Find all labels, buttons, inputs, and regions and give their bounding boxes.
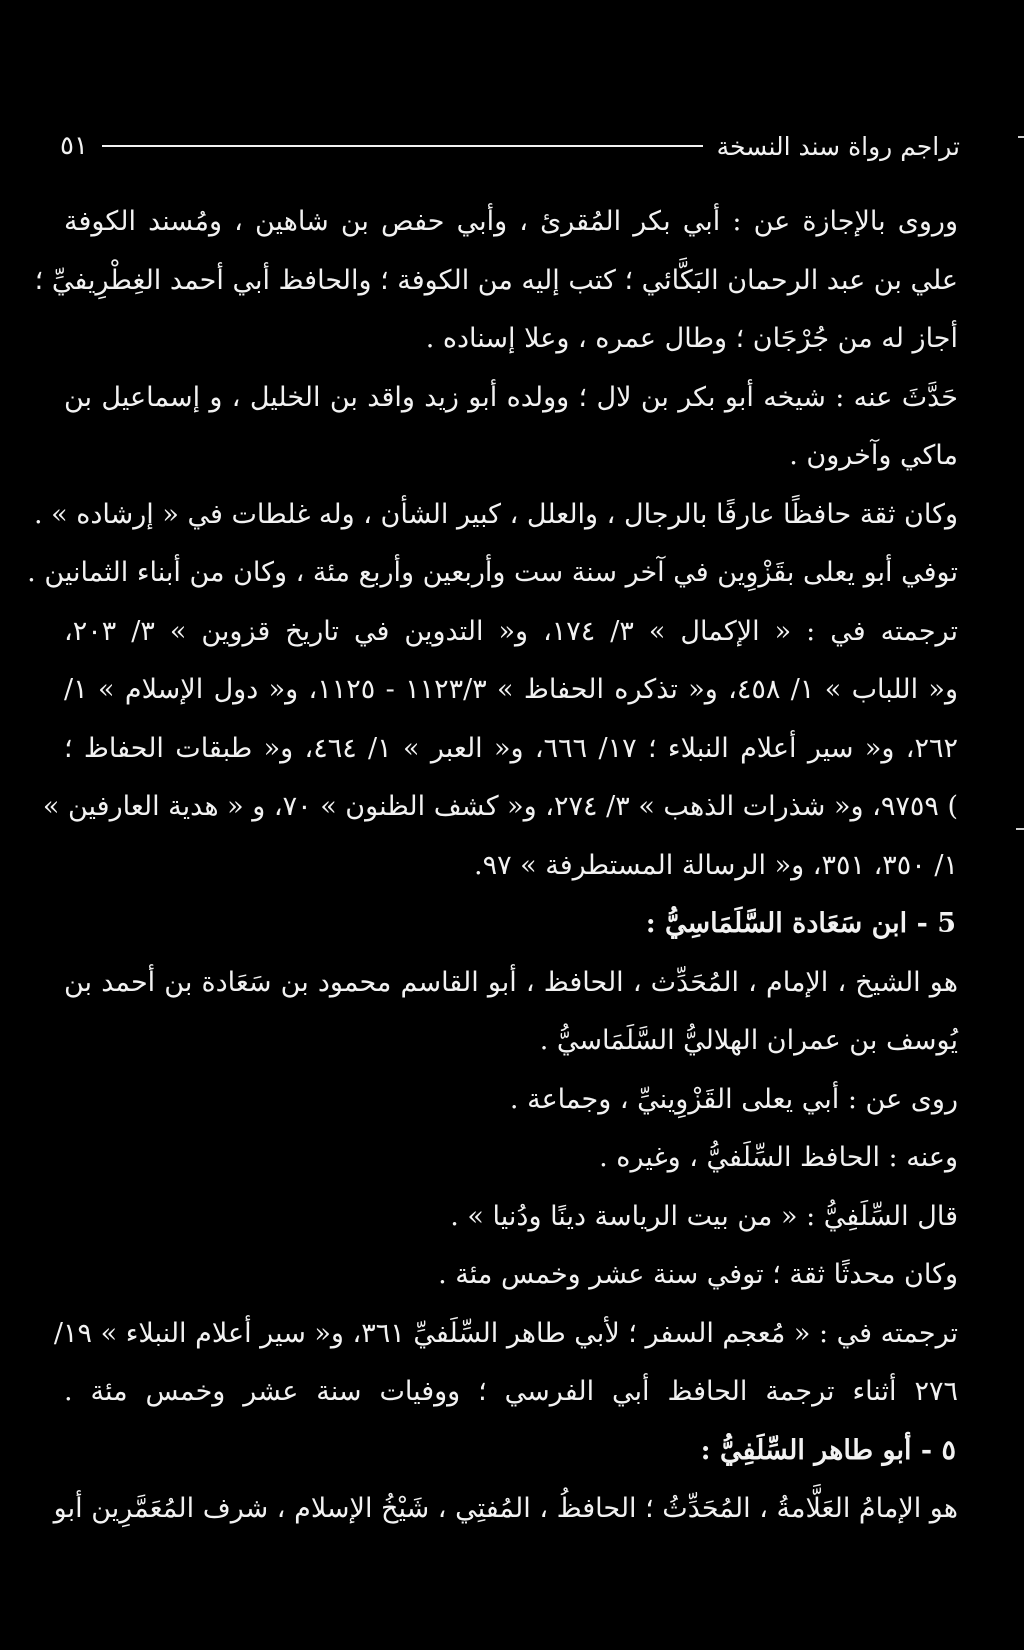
text-line: وعنه : الحافظ السِّلَفيُّ ، وغيره . <box>599 1142 958 1173</box>
text-line: ترجمته في : « الإكمال » ٣/ ١٧٤، و« التدوين في تاريخ قزوين » ٣/ ٢٠٣، <box>64 615 958 647</box>
text-line: هو الإمامُ العَلَّامةُ ، المُحَدِّثُ ؛ الحافظُ ، المُفتِي ، شَيْخُ الإسلام ، شرف المُعَمَّرِين أبو <box>53 1493 958 1524</box>
text-line: وكان محدثًا ثقة ؛ توفي سنة عشر وخمس مئة . <box>438 1259 958 1290</box>
edge-mark <box>1016 828 1024 830</box>
text-line: روى عن : أبي يعلى القَزْوِينيِّ ، وجماعة . <box>509 1083 958 1115</box>
text-line: وروى بالإجازة عن : أبي بكر المُقرئ ، وأبي حفص بن شاهين ، ومُسند الكوفة <box>64 206 958 237</box>
text-line: ٢٧٦ أثناء ترجمة الحافظ أبي الفرسي ؛ ووفيات سنة عشر وخمس مئة . <box>64 1376 958 1407</box>
text-line: ) ٩٧٥٩، و« شذرات الذهب » ٣/ ٢٧٤، و« كشف الظنون » ٧٠، و « هدية العارفين » <box>42 791 958 822</box>
text-line: توفي أبو يعلى بقَزْوِين في آخر سنة ست وأربعين وأربع مئة ، وكان من أبناء الثمانين . <box>27 557 958 588</box>
text-line: حَدَّثَ عنه : شيخه أبو بكر بن لال ؛ وولده أبو زيد واقد بن الخليل ، و إسماعيل بن <box>64 381 958 413</box>
running-title: تراجم رواة سند النسخة <box>716 131 960 161</box>
body-text <box>27 193 958 1539</box>
section-heading: 5 - ابن سَعَادة السَّلَمَاسِيُّ : <box>645 908 956 939</box>
text-line: ماكي وآخرون . <box>789 440 958 471</box>
text-line: ١/ ٣٥٠، ٣٥١، و« الرسالة المستطرفة » ٩٧. <box>473 849 958 881</box>
text-line: قال السِّلَفِيُّ : « من بيت الرياسة دينًا ودُنيا » . <box>450 1200 958 1232</box>
text-line: و« اللباب » ١/ ٤٥٨، و« تذكره الحفاظ » ١١٢٣/٣ - ١١٢٥، و« دول الإسلام » ١/ <box>64 674 958 705</box>
text-line: وكان ثقة حافظًا عارفًا بالرجال ، والعلل ، كبير الشأن ، وله غلطات في « إرشاده » . <box>33 498 958 530</box>
text-line: هو الشيخ ، الإمام ، المُحَدِّث ، الحافظ ، أبو القاسم محمود بن سَعَادة بن أحمد بن <box>64 966 958 998</box>
edge-mark <box>1018 136 1024 138</box>
header-rule <box>102 145 703 147</box>
text-line: يُوسف بن عمران الهلاليُّ السَّلَمَاسيُّ . <box>539 1025 958 1056</box>
section-heading: ٥ - أبو طاهر السِّلَفِيُّ : <box>700 1434 956 1466</box>
text-line: أجاز له من جُرْجَان ؛ وطال عمره ، وعلا إسناده . <box>425 323 958 354</box>
page-number: ٥١ <box>60 131 88 161</box>
page-header <box>60 126 960 166</box>
text-line: ٢٦٢، و« سير أعلام النبلاء ؛ ١٧/ ٦٦٦، و« العبر » ١/ ٤٦٤، و« طبقات الحفاظ ؛ <box>64 732 958 764</box>
text-line: ترجمته في : « مُعجم السفر ؛ لأبي طاهر السِّلَفيِّ ٣٦١، و« سير أعلام النبلاء » ١٩/ <box>53 1317 958 1349</box>
text-line: علي بن عبد الرحمان البَكَّائي ؛ كتب إليه من الكوفة ؛ والحافظ أبي أحمد الغِطْرِيفيِّ ؛ <box>34 264 958 296</box>
